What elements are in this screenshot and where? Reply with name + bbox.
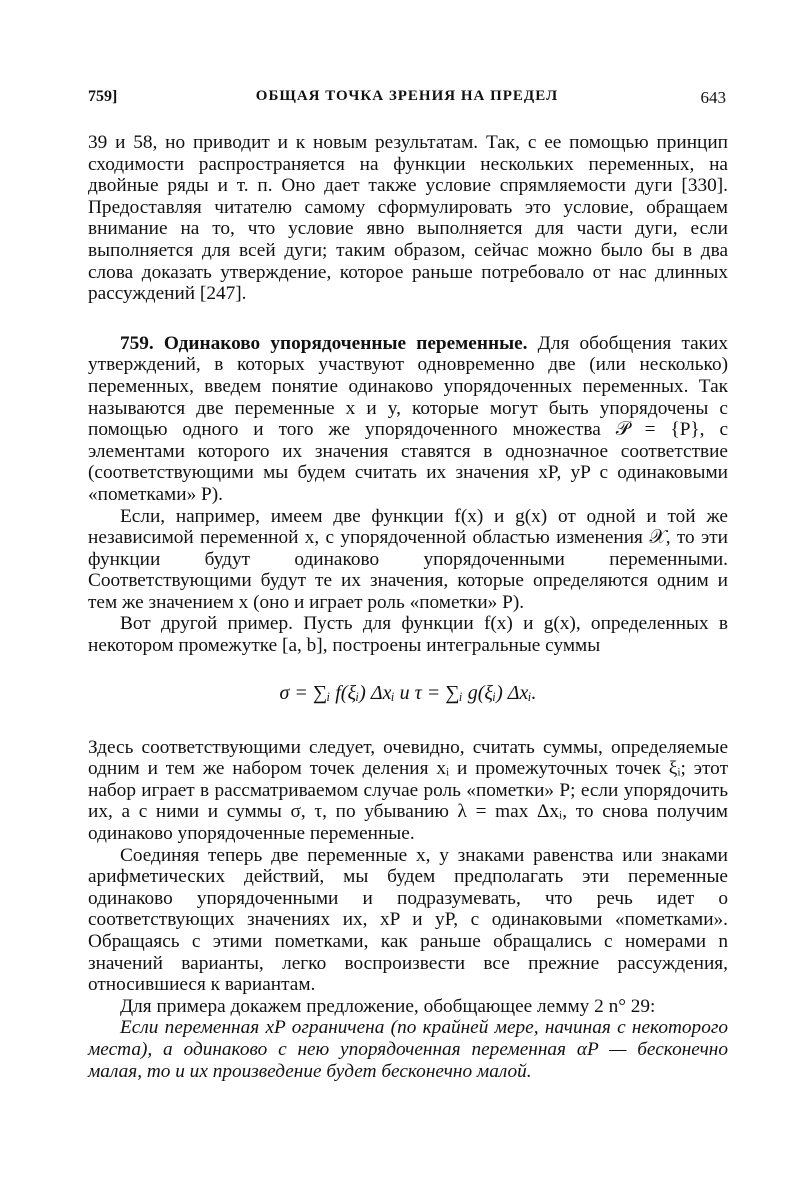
header-page-number: 643: [700, 88, 726, 107]
header-section-number: 759]: [88, 88, 118, 105]
paragraph-example-functions: Если, например, имеем две функции f(x) и g(x) от одной и той же независимой переменной x, с упорядоченной областью изменения 𝒳, то эти функции будут одинаково упорядоченными переменными. Соответствующими будут те их значения, которые определяются одним и тем же значением x (оно и играет роль «пометки» P).: [88, 505, 728, 613]
paragraph-section-759: [88, 333, 728, 506]
paragraph-corresponding-sums: Здесь соответствующими следует, очевидно, считать суммы, определяемые одним и тем же набором точек деления xᵢ и промежуточных точек ξᵢ; этот набор играет в рассматриваемом случае роль «пометки» P; если упорядочить их, а с ними и суммы σ, τ, по убыванию λ = max Δxᵢ, то снова получим одинаково упорядоченные переменные.: [88, 736, 728, 845]
paragraph-lemma-intro: Для примера докажем предложение, обобщающее лемму 2 n° 29:: [120, 995, 656, 1017]
section-intro-text: Для обобщения таких утверждений, в которых участвуют одновременно две (или несколько) переменных, введем понятие одинаково упорядоченных переменных. Так называются две переменные x и y, которые могут быть упорядочены с помощью одного и того же упорядоченного множества 𝒫 = {P}, с элементами которого их значения ставятся в однозначное соответствие (соответствующими мы будем считать их значения xP, yP с одинаковыми «пометками» P).: [88, 332, 728, 505]
running-header: [88, 88, 726, 114]
paragraph-continuation: 39 и 58, но приводит и к новым результатам. Так, с ее помощью принцип сходимости распространяется на функции нескольких переменных, на двойные ряды и т. п. Оно дает также условие спрямляемости дуги [330]. Предоставляя читателю самому сформулировать это условие, обращаем внимание на то, что условие явно выполняется для части дуги, если выполняется для всей дуги; таким образом, сейчас можно было бы в два слова доказать утверждение, которое раньше потребовало от нас длинных рассуждений [247].: [88, 132, 728, 305]
page-body: [88, 132, 728, 1082]
header-running-title: ОБЩАЯ ТОЧКА ЗРЕНИЯ НА ПРЕДЕЛ: [255, 88, 559, 104]
paragraph-example-integral-sums: Вот другой пример. Пусть для функции f(x) и g(x), определенных в некотором промежутке [a, b], построены интегральные суммы: [88, 613, 728, 657]
paragraph-joining-variables: Соединяя теперь две переменные x, y знаками равенства или знаками арифметических действий, мы будем предполагать эти переменные одинаково упорядоченными и подразумевать, что речь идет о соответствующих значениях их, xP и yP, с одинаковыми «пометками». Обращаясь с этими пометками, как раньше обращались с номерами n значений варианты, легко воспроизвести все прежние рассуждения, относившиеся к вариантам.: [88, 844, 728, 996]
formula-integral-sums: σ = ∑ᵢ f(ξᵢ) Δxᵢ и τ = ∑ᵢ g(ξᵢ) Δxᵢ.: [279, 681, 537, 704]
theorem-statement: Если переменная xP ограничена (по крайней мере, начиная с некоторого места), а одинаково с нею упорядоченная переменная αP — бесконечно малая, то и их произведение будет бесконечно малой.: [88, 1017, 728, 1082]
section-heading: 759. Одинаково упорядоченные переменные.: [120, 332, 528, 354]
